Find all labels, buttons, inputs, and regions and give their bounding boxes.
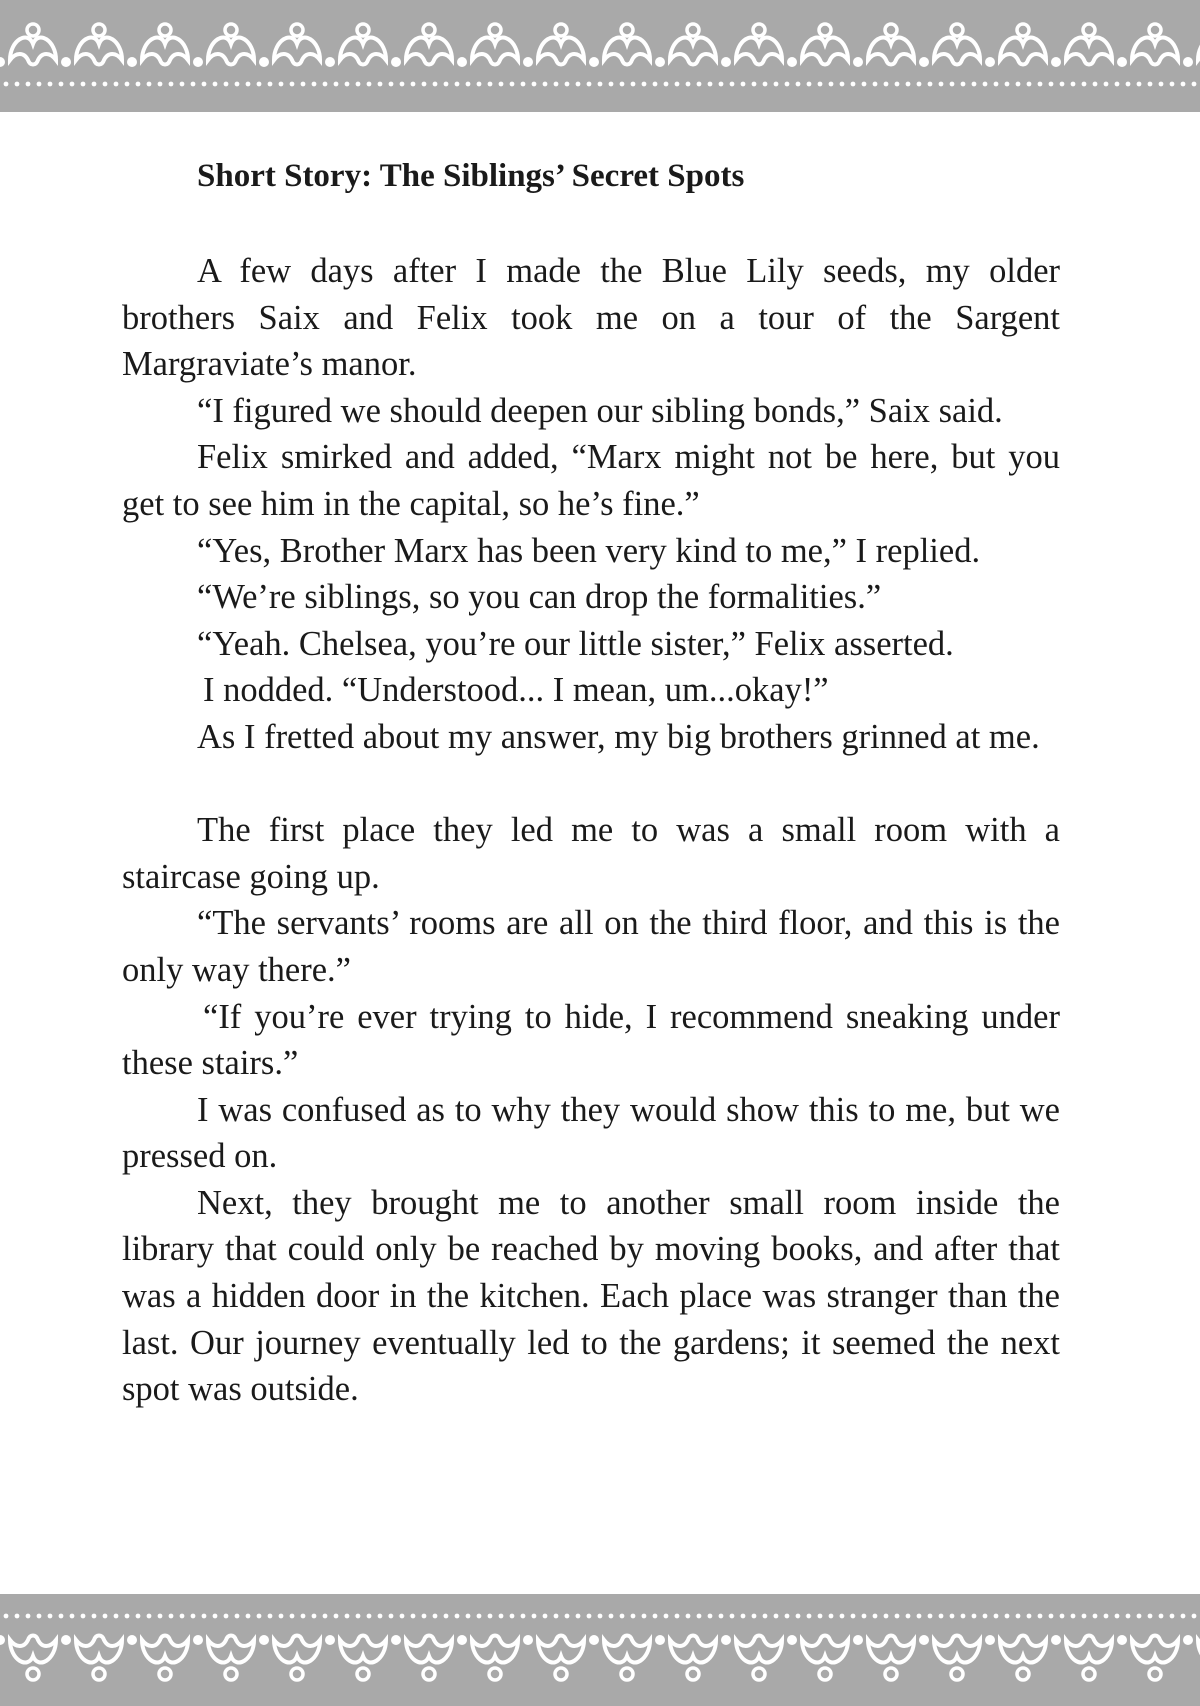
paragraph-2: “I figured we should deepen our sibling bonds,” Saix said.	[197, 391, 1003, 430]
lace-ornament-top	[0, 0, 1200, 112]
title-spacer	[122, 202, 1060, 248]
paragraph-11: “If you’re ever trying to hide, I recommend sneaking under these stairs.”	[122, 997, 1060, 1083]
paragraph-3: Felix smirked and added, “Marx might not be here, but you get to see him in the capital, so he’s fine.”	[122, 438, 1060, 523]
lace-ornament-bottom	[0, 1594, 1200, 1706]
paragraph-13: Next, they brought me to another small room inside the library that could only be reached by moving books, and after that was a hidden door in the kitchen. Each place was stranger than the last. Our journey eventually led to the gardens; it seemed the next spot was outside.	[122, 1183, 1060, 1409]
scene-break	[122, 761, 1060, 808]
paragraph-12: I was confused as to why they would show this to me, but we pressed on.	[122, 1090, 1060, 1176]
paragraph-8: As I fretted about my answer, my big brothers grinned at me.	[197, 717, 1040, 756]
paragraph-5: “We’re siblings, so you can drop the formalities.”	[197, 578, 882, 617]
paragraph-7: I nodded. “Understood... I mean, um...okay!”	[203, 671, 829, 710]
story-title: Short Story: The Siblings’ Secret Spots	[197, 158, 745, 194]
paragraph-10: “The servants’ rooms are all on the third floor, and this is the only way there.”	[122, 904, 1060, 989]
bottom-lace-border	[0, 1594, 1200, 1706]
paragraph-9: The first place they led me to was a small room with a staircase going up.	[122, 811, 1060, 896]
paragraph-1: A few days after I made the Blue Lily seeds, my older brothers Saix and Felix took me on a tour of the Sargent Margraviate’s manor.	[122, 252, 1060, 384]
story-text-block	[122, 150, 1060, 1413]
top-lace-border	[0, 0, 1200, 112]
paragraph-6: “Yeah. Chelsea, you’re our little sister,” Felix asserted.	[197, 624, 954, 663]
paragraph-4: “Yes, Brother Marx has been very kind to me,” I replied.	[197, 531, 981, 570]
